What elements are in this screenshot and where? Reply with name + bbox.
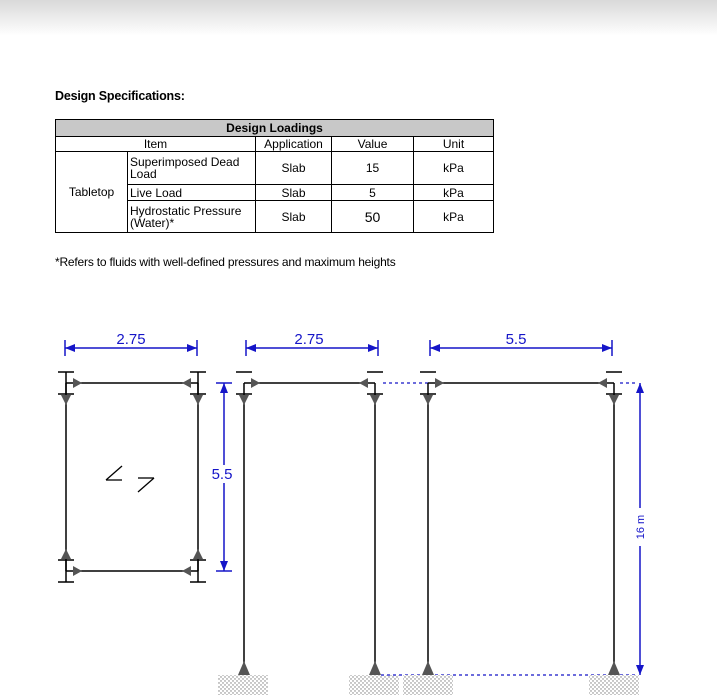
frame-1 (218, 331, 399, 695)
col-header-item: Item (56, 137, 256, 152)
plan-view (58, 331, 236, 582)
item-hydrostatic-pressure: Hydrostatic Pressure (Water)* (128, 201, 256, 233)
application-cell: Slab (256, 201, 332, 233)
table-row (56, 152, 494, 185)
ground-hatch (349, 675, 399, 695)
dim-label-frame1-width: 2.75 (294, 331, 324, 348)
item-live-load: Live Load (128, 185, 256, 201)
value-cell: 5 (332, 185, 414, 201)
col-header-unit: Unit (414, 137, 494, 152)
design-loadings-table (55, 119, 494, 233)
footnote: *Refers to fluids with well-defined pressures and maximum heights (55, 255, 396, 269)
one-way-slab-symbol (106, 466, 154, 492)
table-title: Design Loadings (56, 120, 494, 137)
hinge-triangles-plan (61, 378, 203, 576)
support-symbols-plan (58, 372, 206, 582)
value-cell: 50 (332, 201, 414, 233)
unit-cell: kPa (414, 201, 494, 233)
ground-hatch (218, 675, 268, 695)
page-heading: Design Specifications: (55, 89, 185, 103)
col-header-application: Application (256, 137, 332, 152)
hinge-triangles-frame2 (422, 378, 620, 675)
table-header-row (56, 137, 494, 152)
top-gradient-bar (0, 0, 717, 36)
dim-label-height: 16 m (635, 514, 647, 540)
col-header-value: Value (332, 137, 414, 152)
application-cell: Slab (256, 185, 332, 201)
unit-cell: kPa (414, 152, 494, 185)
ground-hatch (403, 675, 453, 695)
application-cell: Slab (256, 152, 332, 185)
value-cell: 15 (332, 152, 414, 185)
group-tabletop: Tabletop (56, 152, 128, 233)
ground-hatch (589, 675, 639, 695)
item-superimposed-dead-load: Superimposed Dead Load (128, 152, 256, 185)
frame-2 (403, 331, 647, 695)
unit-cell: kPa (414, 185, 494, 201)
hinge-triangles-frame1 (238, 378, 381, 675)
dim-label-plan-width: 2.75 (116, 331, 146, 348)
structural-diagram (0, 320, 717, 699)
dim-label-plan-height: 5.5 (211, 466, 233, 483)
dim-label-frame2-width: 5.5 (505, 331, 527, 348)
